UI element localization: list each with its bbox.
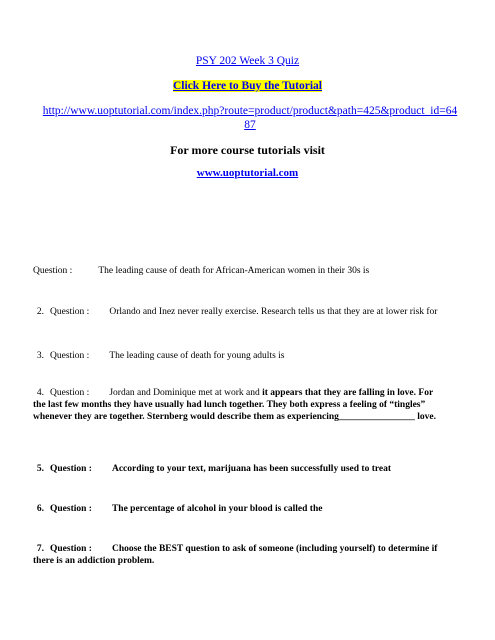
question-text: The percentage of alcohol in your blood is called the — [111, 504, 323, 514]
question-text: Jordan and Dominique met at work and — [109, 388, 263, 398]
title-link-row — [0, 55, 495, 67]
question-number: 6. — [36, 504, 44, 514]
question-text: According to your text, marijuana has been successfully used to treat — [111, 464, 392, 474]
question-text-bold: it appears that they are falling in love. For the last few months they have usually had lunch together. They both express a feeling of “tingles” whenever they are together. Sternberg would describe them as experiencing________________ love. — [33, 388, 436, 422]
question-label: Question : — [50, 388, 90, 398]
question-number: 5. — [36, 464, 44, 474]
question-text: Orlando and Inez never really exercise. Research tells us that they are at lower risk for — [109, 307, 438, 317]
question-text: The leading cause of death for young adults is — [109, 351, 285, 361]
question-number: 2. — [36, 307, 44, 317]
question-6 — [33, 503, 443, 515]
question-label: Question : — [33, 266, 73, 276]
question-label: Question : — [50, 504, 92, 514]
course-title-link[interactable]: PSY 202 Week 3 Quiz — [195, 55, 300, 67]
site-link[interactable]: www.uoptutorial.com — [196, 167, 299, 179]
question-label: Question : — [50, 544, 92, 554]
question-5 — [33, 463, 443, 475]
question-3 — [33, 350, 443, 362]
question-text: The leading cause of death for African-American women in their 30s is — [98, 266, 370, 276]
question-1 — [33, 265, 443, 277]
question-number: 4. — [36, 388, 44, 398]
question-label: Question : — [50, 307, 90, 317]
question-text: Choose the BEST question to ask of someone (including yourself) to determine if there is an addiction problem. — [33, 544, 438, 566]
question-number: 7. — [36, 544, 44, 554]
buy-link-row — [0, 80, 495, 92]
question-7 — [33, 543, 443, 567]
product-url-link[interactable]: http://www.uoptutorial.com/index.php?route=product/product&path=425&product_id=6487 — [42, 105, 458, 131]
question-2 — [33, 306, 443, 318]
buy-tutorial-link[interactable]: Click Here to Buy the Tutorial — [173, 80, 322, 92]
url-link-row — [40, 104, 460, 132]
question-4 — [33, 387, 443, 423]
question-label: Question : — [50, 464, 92, 474]
more-tutorials-heading: For more course tutorials visit — [170, 143, 325, 157]
question-number: 3. — [36, 351, 44, 361]
site-link-row — [0, 167, 495, 179]
question-label: Question : — [50, 351, 90, 361]
